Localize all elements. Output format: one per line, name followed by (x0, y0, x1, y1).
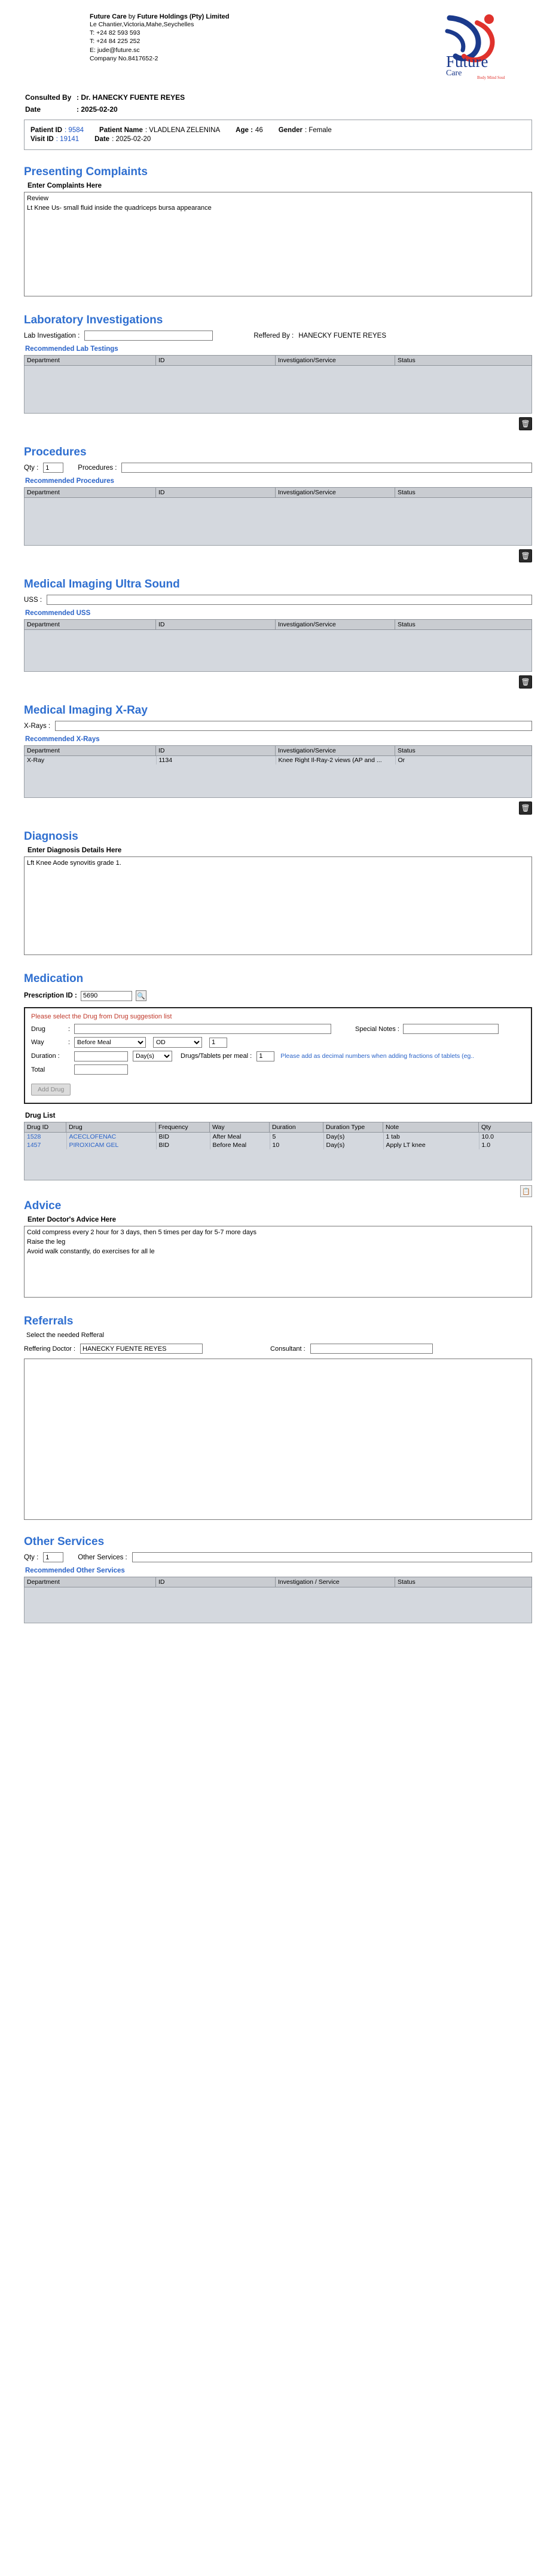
svg-text:Body Mind Soul: Body Mind Soul (477, 75, 505, 80)
drug-table-header (24, 1122, 532, 1133)
drug-cell-id: 1457 (25, 1141, 66, 1149)
drug-col-duration-type: Duration Type (323, 1122, 383, 1133)
patient-gender-value: : Female (304, 127, 332, 134)
section-title-lab: Laboratory Investigations (24, 314, 163, 326)
trash-icon[interactable]: 🗑 (519, 675, 532, 689)
procedures-input[interactable] (121, 463, 532, 473)
patient-id-label: Patient ID (30, 127, 63, 134)
drug-cell-qty: 1.0 (479, 1141, 531, 1149)
diagnosis-textarea[interactable] (24, 856, 532, 955)
procedures-input-row (24, 463, 532, 473)
procedures-col-service: Investigation/Service (276, 488, 395, 498)
uss-input[interactable] (47, 595, 532, 605)
section-title-other-services: Other Services (24, 1535, 105, 1548)
advice-textarea[interactable] (24, 1226, 532, 1298)
xray-input[interactable] (55, 721, 532, 731)
uss-col-status: Status (395, 620, 532, 630)
duration-row (31, 1051, 525, 1061)
duration-label: Duration : (31, 1053, 60, 1060)
trash-icon[interactable]: 🗑 (519, 549, 532, 562)
xray-table-body[interactable] (24, 756, 532, 798)
other-services-qty-label: Qty : (24, 1553, 39, 1561)
other-services-table-header (24, 1577, 532, 1587)
drug-cell-duration-type: Day(s) (323, 1133, 383, 1141)
prescription-id-label: Prescription ID : (24, 992, 77, 999)
uss-table-header (24, 619, 532, 630)
uss-col-service: Investigation/Service (276, 620, 395, 630)
xray-col-service: Investigation/Service (276, 746, 395, 756)
patient-name-label: Patient Name (99, 127, 143, 134)
drug-col-duration: Duration (270, 1122, 323, 1133)
procedures-qty-label: Qty : (24, 464, 39, 472)
drug-cell-qty: 10.0 (479, 1133, 531, 1141)
procedures-col-id: ID (156, 488, 276, 498)
copy-icon[interactable]: 📋 (520, 1185, 532, 1197)
drug-col-qty: Qty (479, 1122, 532, 1133)
table-row[interactable] (25, 1141, 531, 1149)
uss-col-department: Department (25, 620, 156, 630)
consulted-by-label: Consulted By (25, 93, 72, 102)
section-title-uss: Medical Imaging Ultra Sound (24, 578, 180, 591)
referring-doctor-input[interactable] (80, 1344, 203, 1354)
drug-col-drug: Drug (66, 1122, 156, 1133)
drugs-per-meal-label: Drugs/Tablets per meal : (181, 1053, 252, 1060)
lab-table-header (24, 355, 532, 366)
other-services-col-status: Status (395, 1577, 532, 1587)
patient-age-value: 46 (255, 127, 263, 134)
decimal-note: Please add as decimal numbers when adding fractions of tablets (eg.. (280, 1053, 475, 1060)
xray-cell-status: Or (395, 756, 531, 764)
uss-trash-row (24, 675, 532, 689)
other-services-col-service: Investigation / Service (276, 1577, 395, 1587)
visit-id-label: Visit ID (30, 136, 54, 143)
clinic-info (24, 13, 229, 63)
lab-col-status: Status (395, 356, 532, 366)
drug-cell-duration: 10 (270, 1141, 323, 1149)
way-label: Way (31, 1039, 44, 1046)
patient-gender-label: Gender (278, 127, 303, 134)
prescription-id-row (24, 990, 532, 1001)
consulted-by-value: Dr. HANECKY FUENTE REYES (81, 93, 185, 102)
drug-col-frequency: Frequency (156, 1122, 210, 1133)
table-row[interactable] (25, 756, 531, 764)
clinic-name-mid: by (126, 13, 138, 20)
uss-col-id: ID (156, 620, 276, 630)
section-title-xray: Medical Imaging X-Ray (24, 704, 148, 717)
uss-field-label: USS : (24, 596, 42, 604)
add-drug-button[interactable]: Add Drug (31, 1084, 71, 1096)
lab-col-department: Department (25, 356, 156, 366)
way-select[interactable] (74, 1037, 146, 1048)
xray-table-header (24, 745, 532, 756)
procedures-table-body[interactable] (24, 498, 532, 546)
xray-reco-label: Recommended X-Rays (25, 736, 100, 743)
section-title-medication: Medication (24, 972, 84, 985)
special-notes-label: Special Notes : (355, 1025, 399, 1033)
duration-input[interactable] (74, 1051, 128, 1061)
advice-icon-row (24, 1185, 532, 1197)
xray-col-department: Department (25, 746, 156, 756)
clinic-tel-2: T: +24 84 225 252 (90, 38, 140, 45)
uss-reco-label: Recommended USS (25, 610, 91, 617)
total-row (31, 1064, 525, 1075)
lab-reco-label: Recommended Lab Testings (25, 345, 118, 353)
future-care-logo (413, 13, 526, 79)
lab-col-service: Investigation/Service (276, 356, 395, 366)
xray-cell-department: X-Ray (25, 756, 156, 764)
total-label: Total (31, 1066, 45, 1073)
trash-icon[interactable]: 🗑 (519, 801, 532, 815)
total-input[interactable] (74, 1064, 128, 1075)
procedures-qty-input[interactable] (43, 463, 63, 473)
way-colon: : (68, 1039, 71, 1046)
other-services-input-row (24, 1552, 532, 1562)
consult-date-colon: : (77, 105, 79, 114)
section-title-procedures: Procedures (24, 446, 87, 458)
lab-referred-value: HANECKY FUENTE REYES (298, 332, 387, 339)
xray-input-row (24, 721, 532, 731)
frequency-select[interactable] (153, 1037, 202, 1048)
logo-wrap (407, 13, 532, 79)
consulted-by-colon: : (77, 93, 79, 102)
patient-info-bar (24, 120, 532, 150)
prescription-id-input[interactable] (81, 991, 132, 1001)
section-title-advice: Advice (24, 1200, 62, 1212)
procedures-reco-label: Recommended Procedures (25, 478, 114, 485)
drug-cell-note: Apply LT knee (383, 1141, 479, 1149)
procedures-table-header (24, 487, 532, 498)
clinic-name-prefix: Future Care (90, 13, 127, 20)
procedures-col-department: Department (25, 488, 156, 498)
clinic-address: Le Chantier,Victoria,Mahe,Seychelles (90, 21, 194, 28)
referrals-sub-label: Select the needed Refferal (26, 1332, 105, 1339)
drug-row (31, 1024, 525, 1034)
way-row (31, 1037, 525, 1048)
complaints-sub-label: Enter Complaints Here (28, 182, 102, 189)
logo-graphic (413, 13, 526, 80)
patient-id-value: : 9584 (65, 127, 84, 134)
drug-cell-drug: ACECLOFENAC (66, 1133, 156, 1141)
xray-col-status: Status (395, 746, 532, 756)
consult-date-row (25, 105, 532, 114)
trash-icon[interactable]: 🗑 (519, 417, 532, 430)
lab-input-row (24, 331, 532, 341)
drug-cell-drug: PIROXICAM GEL (66, 1141, 156, 1149)
drug-colon: : (68, 1025, 71, 1033)
drug-cell-duration: 5 (270, 1133, 323, 1141)
lab-referred-label: Reffered By : (253, 332, 294, 339)
drug-label: Drug (31, 1025, 45, 1033)
consult-date-value: 2025-02-20 (81, 105, 118, 114)
xray-cell-service: Knee Right Il-Ray-2 views (AP and ... (276, 756, 395, 764)
drug-cell-frequency: BID (156, 1141, 210, 1149)
xray-rows (25, 756, 531, 764)
drug-selection-warning: Please select the Drug from Drug suggestion list (31, 1013, 172, 1020)
patient-name-value: : VLADLENA ZELENINA (145, 127, 221, 134)
referring-doctor-label: Reffering Doctor : (24, 1345, 76, 1353)
visit-date-label: Date (94, 136, 110, 143)
special-notes-input[interactable] (403, 1024, 499, 1034)
visit-date-value: : 2025-02-20 (112, 136, 151, 143)
drug-cell-duration-type: Day(s) (323, 1141, 383, 1149)
patient-age-label: Age : (236, 127, 253, 134)
drug-input[interactable] (74, 1024, 331, 1034)
consultant-label: Consultant : (270, 1345, 306, 1353)
lab-col-id: ID (156, 356, 276, 366)
drug-cell-frequency: BID (156, 1133, 210, 1141)
consult-date-label: Date (25, 105, 41, 114)
section-title-diagnosis: Diagnosis (24, 830, 78, 843)
referrals-list-area[interactable] (24, 1359, 532, 1520)
other-services-reco-label: Recommended Other Services (25, 1567, 125, 1574)
procedures-field-label: Procedures : (78, 464, 117, 472)
uss-table-body[interactable] (24, 630, 532, 672)
procedures-col-status: Status (395, 488, 532, 498)
drug-cell-id: 1528 (25, 1133, 66, 1141)
complaints-textarea[interactable] (24, 192, 532, 296)
clinic-company-no: Company No.8417652-2 (90, 54, 158, 62)
patient-info-row-2 (30, 136, 526, 143)
clinic-tel-1: T: +24 82 593 593 (90, 29, 140, 37)
clinic-name-suffix: Future Holdings (Pty) Limited (137, 13, 230, 20)
drugs-per-meal-input[interactable] (256, 1051, 274, 1061)
table-row[interactable] (25, 1133, 531, 1141)
other-services-col-department: Department (25, 1577, 156, 1587)
procedures-trash-row (24, 549, 532, 562)
duration-unit-select[interactable] (133, 1051, 172, 1061)
drug-col-id: Drug ID (25, 1122, 66, 1133)
lab-trash-row (24, 417, 532, 430)
drug-col-note: Note (383, 1122, 479, 1133)
uss-input-row (24, 595, 532, 605)
drug-cell-note: 1 tab (383, 1133, 479, 1141)
clinic-email: E: jude@future.sc (90, 46, 140, 54)
section-title-referrals: Referrals (24, 1315, 74, 1327)
frequency-count-input[interactable] (209, 1038, 227, 1048)
patient-info-row-1 (30, 127, 526, 134)
xray-field-label: X-Rays : (24, 722, 51, 730)
xray-trash-row (24, 801, 532, 815)
xray-cell-id: 1134 (156, 756, 276, 764)
diagnosis-sub-label: Enter Diagnosis Details Here (28, 847, 122, 854)
search-icon[interactable]: 🔍 (136, 990, 146, 1001)
page-header (24, 0, 532, 85)
lab-investigation-input[interactable] (84, 331, 213, 341)
lab-field-label: Lab Investigation : (24, 332, 80, 339)
svg-text:Future: Future (446, 53, 488, 71)
drug-table-body[interactable] (24, 1133, 532, 1180)
consulted-by-row (25, 93, 532, 102)
clinic-name (90, 13, 229, 20)
other-services-col-id: ID (156, 1577, 276, 1587)
other-services-table-body[interactable] (24, 1587, 532, 1623)
other-services-field-label: Other Services : (78, 1553, 127, 1561)
other-services-qty-input[interactable] (43, 1552, 63, 1562)
drug-cell-way: After Meal (210, 1133, 270, 1141)
drug-cell-way: Before Meal (210, 1141, 270, 1149)
consultant-input[interactable] (310, 1344, 433, 1354)
medication-entry-box (24, 1007, 532, 1104)
svg-text:Care: Care (446, 69, 462, 78)
drug-rows (25, 1133, 531, 1149)
xray-col-id: ID (156, 746, 276, 756)
lab-table-body[interactable] (24, 366, 532, 414)
advice-sub-label: Enter Doctor's Advice Here (28, 1216, 117, 1223)
drug-col-way: Way (210, 1122, 270, 1133)
other-services-input[interactable] (132, 1552, 532, 1562)
drug-list-label: Drug List (25, 1112, 56, 1119)
section-title-complaints: Presenting Complaints (24, 166, 148, 178)
visit-id-value: : 19141 (56, 136, 80, 143)
referral-doctor-row (24, 1344, 532, 1354)
